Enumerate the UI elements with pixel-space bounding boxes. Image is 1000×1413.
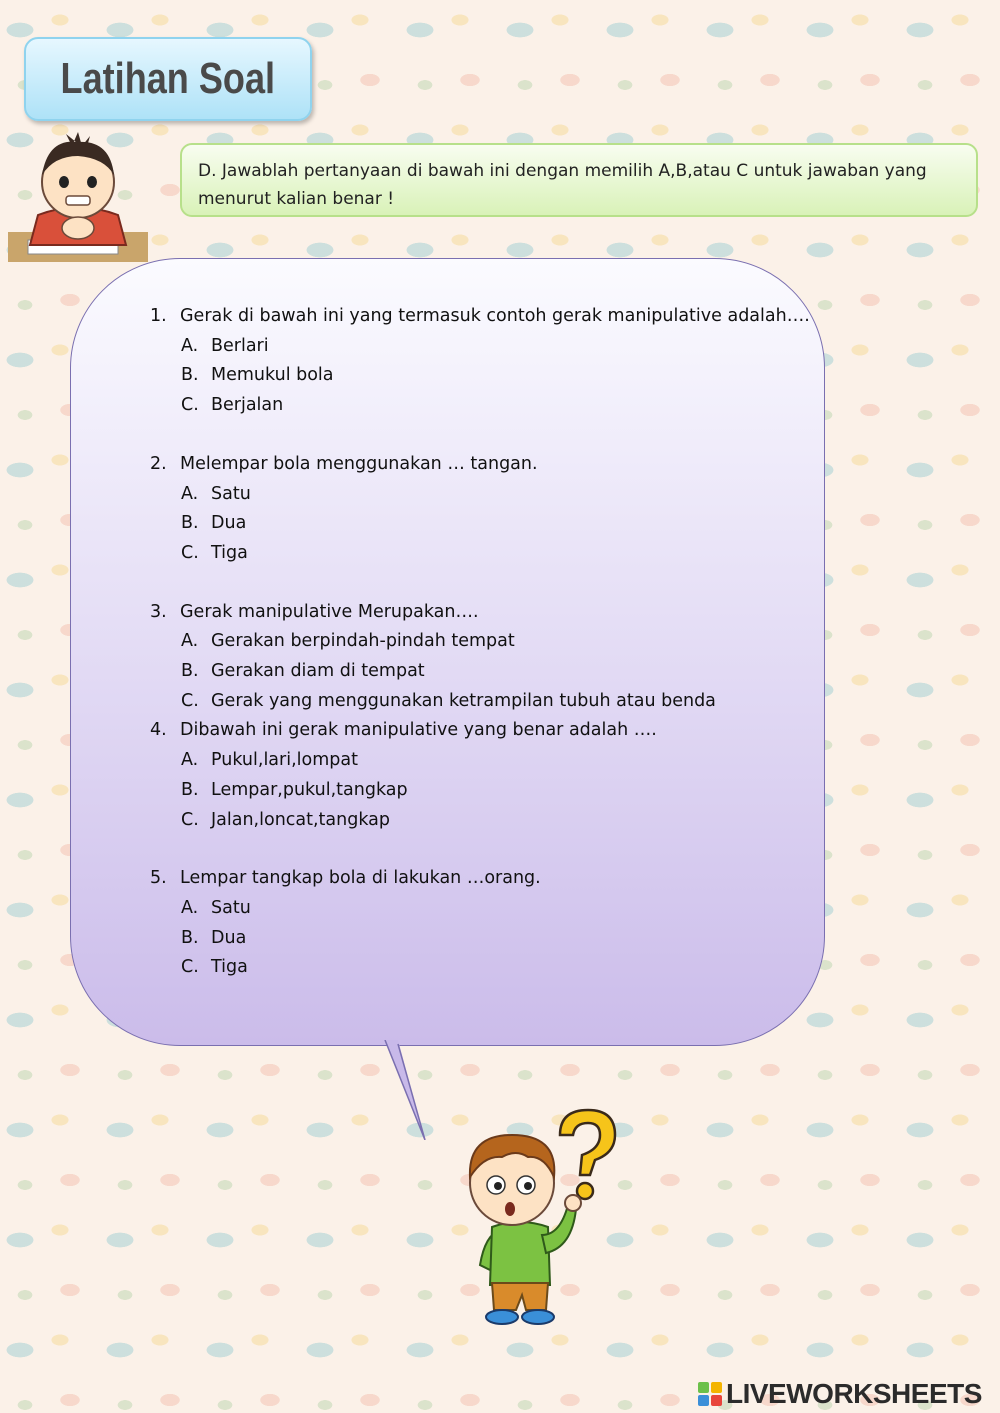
option[interactable]: A. Gerakan berpindah-pindah tempat (181, 631, 515, 652)
option[interactable]: A. Satu (181, 897, 251, 918)
option[interactable]: C. Gerak yang menggunakan ketrampilan tubuh atau benda (181, 690, 716, 711)
option[interactable]: B. Dua (181, 927, 247, 948)
question-text: Melempar bola menggunakan … tangan. (180, 453, 538, 474)
title-box (24, 37, 312, 121)
instruction-text: D. Jawablah pertanyaan di bawah ini dengan memilih A,B,atau C untuk jawaban yang menurut kalian benar ! (198, 161, 927, 209)
question-1 (150, 302, 810, 421)
question-text: Dibawah ini gerak manipulative yang benar adalah …. (180, 720, 657, 741)
option[interactable]: B. Gerakan diam di tempat (181, 661, 425, 682)
question-2 (150, 450, 810, 569)
question-number: 3. (150, 601, 167, 622)
option[interactable]: C. Berjalan (181, 395, 284, 416)
option[interactable]: A. Berlari (181, 335, 269, 356)
option[interactable]: C. Tiga (181, 957, 248, 978)
option[interactable]: B. Dua (181, 513, 247, 534)
question-number: 2. (150, 453, 167, 474)
question-list (150, 302, 810, 983)
liveworksheets-logo (698, 1377, 982, 1411)
option[interactable]: C. Tiga (181, 542, 248, 563)
question-text: Gerak di bawah ini yang termasuk contoh gerak manipulative adalah…. (180, 306, 810, 326)
question-number: 1. (150, 306, 167, 326)
option[interactable]: C. Jalan,loncat,tangkap (181, 809, 390, 830)
thinking-boy-illustration (8, 120, 148, 270)
question-number: 5. (150, 868, 167, 889)
question-5 (150, 864, 810, 983)
option[interactable]: B. Lempar,pukul,tangkap (181, 779, 408, 800)
page-title: Latihan Soal (60, 54, 276, 103)
brand-text: LIVEWORKSHEETS (726, 1378, 982, 1409)
question-4 (150, 716, 810, 835)
question-text: Lempar tangkap bola di lakukan …orang. (180, 868, 541, 889)
question-3 (150, 598, 810, 717)
option[interactable]: A. Pukul,lari,lompat (181, 750, 358, 771)
curious-boy-illustration (430, 1105, 630, 1340)
option[interactable]: A. Satu (181, 483, 251, 504)
question-number: 4. (150, 720, 167, 741)
instruction-box (180, 143, 978, 217)
option[interactable]: B. Memukul bola (181, 365, 334, 386)
question-text: Gerak manipulative Merupakan…. (180, 601, 479, 622)
brand-icon (698, 1382, 722, 1406)
